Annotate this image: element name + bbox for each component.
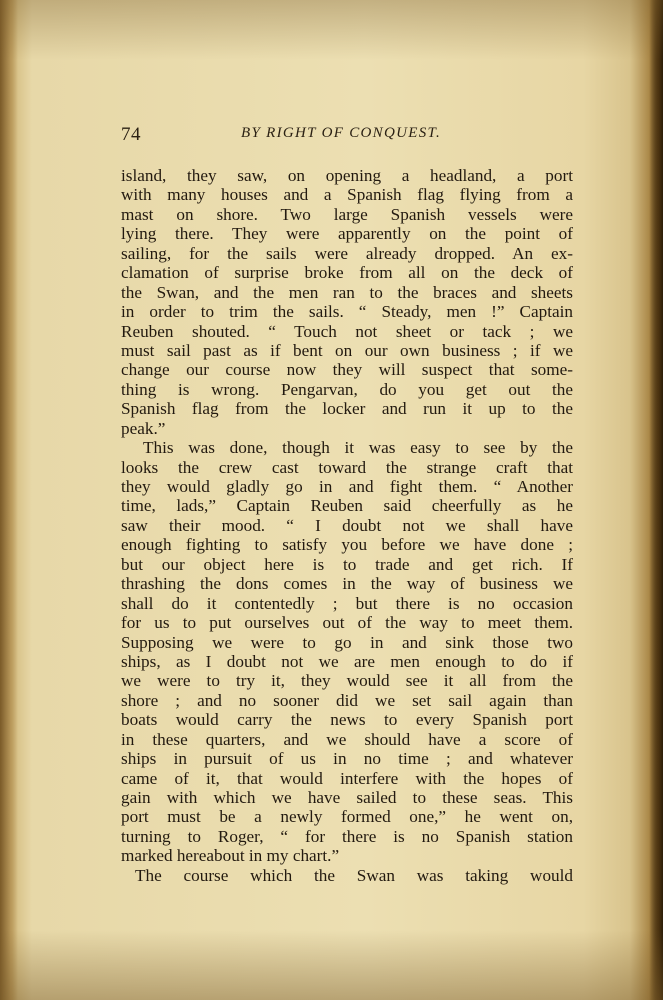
text-line: time, lads,” Captain Reuben said cheerfully as he bbox=[121, 496, 573, 516]
text-line: enough fighting to satisfy you before we have done ; bbox=[121, 535, 573, 555]
text-line: came of it, that would interfere with the hopes of bbox=[121, 768, 573, 788]
text-line: The course which the Swan was taking would bbox=[135, 865, 573, 885]
text-line: mast on shore. Two large Spanish vessels were bbox=[121, 204, 573, 224]
text-line: must sail past as if bent on our own business ; if we bbox=[121, 340, 573, 360]
text-line: ships in pursuit of us in no time ; and whatever bbox=[121, 749, 573, 769]
text-line: island, they saw, on opening a headland, a port bbox=[121, 166, 573, 185]
text-line: turning to Roger, “ for there is no Spanish station bbox=[121, 826, 573, 846]
text-line: peak.” bbox=[121, 418, 166, 438]
text-line: shore ; and no sooner did we set sail again than bbox=[121, 690, 573, 710]
text-line: we were to try it, they would see it all from the bbox=[121, 671, 573, 691]
text-line: This was done, though it was easy to see by the bbox=[143, 438, 573, 458]
text-line: change our course now they will suspect that some- bbox=[121, 360, 573, 380]
text-line: thrashing the dons comes in the way of business we bbox=[121, 574, 573, 594]
page-header bbox=[121, 124, 573, 146]
text-line: thing is wrong. Pengarvan, do you get out the bbox=[121, 379, 573, 399]
text-line: lying there. They were apparently on the point of bbox=[121, 224, 573, 244]
text-line: looks the crew cast toward the strange craft that bbox=[121, 457, 573, 477]
text-line: boats would carry the news to every Spanish port bbox=[121, 710, 573, 730]
text-line: they would gladly go in and fight them. “ Another bbox=[121, 477, 573, 496]
binding-edge bbox=[0, 0, 18, 1000]
text-line: Supposing we were to go in and sink those two bbox=[121, 632, 573, 652]
text-line: marked hereabout in my chart.” bbox=[121, 846, 340, 866]
text-line: ships, as I doubt not we are men enough to do if bbox=[121, 651, 573, 671]
text-line: for us to put ourselves out of the way to meet them. bbox=[121, 613, 573, 633]
text-line: Reuben shouted. “ Touch not sheet or tack ; we bbox=[121, 321, 573, 341]
page-number: 74 bbox=[121, 124, 141, 145]
page-edge bbox=[649, 0, 663, 1000]
text-line: with many houses and a Spanish flag flying from a bbox=[121, 185, 573, 205]
text-line: gain with which we have sailed to these seas. This bbox=[121, 788, 573, 807]
text-line: the Swan, and the men ran to the braces and sheets bbox=[121, 282, 573, 302]
text-line: shall do it contentedly ; but there is no occasion bbox=[121, 593, 573, 613]
text-line: Spanish flag from the locker and run it up to the bbox=[121, 399, 573, 419]
running-head: BY RIGHT OF CONQUEST. bbox=[241, 125, 442, 141]
bottom-shading bbox=[0, 930, 663, 1000]
text-line: port must be a newly formed one,” he went on, bbox=[121, 807, 573, 827]
body-text bbox=[121, 166, 573, 885]
text-line: but our object here is to trade and get rich. If bbox=[121, 554, 573, 574]
text-line: sailing, for the sails were already dropped. An ex- bbox=[121, 243, 573, 263]
text-line: saw their mood. “ I doubt not we shall have bbox=[121, 515, 573, 535]
text-line: in these quarters, and we should have a score of bbox=[121, 729, 573, 749]
top-shading bbox=[0, 0, 663, 60]
text-line: clamation of surprise broke from all on the deck of bbox=[121, 263, 573, 283]
text-line: in order to trim the sails. “ Steady, men !” Captain bbox=[121, 302, 573, 322]
